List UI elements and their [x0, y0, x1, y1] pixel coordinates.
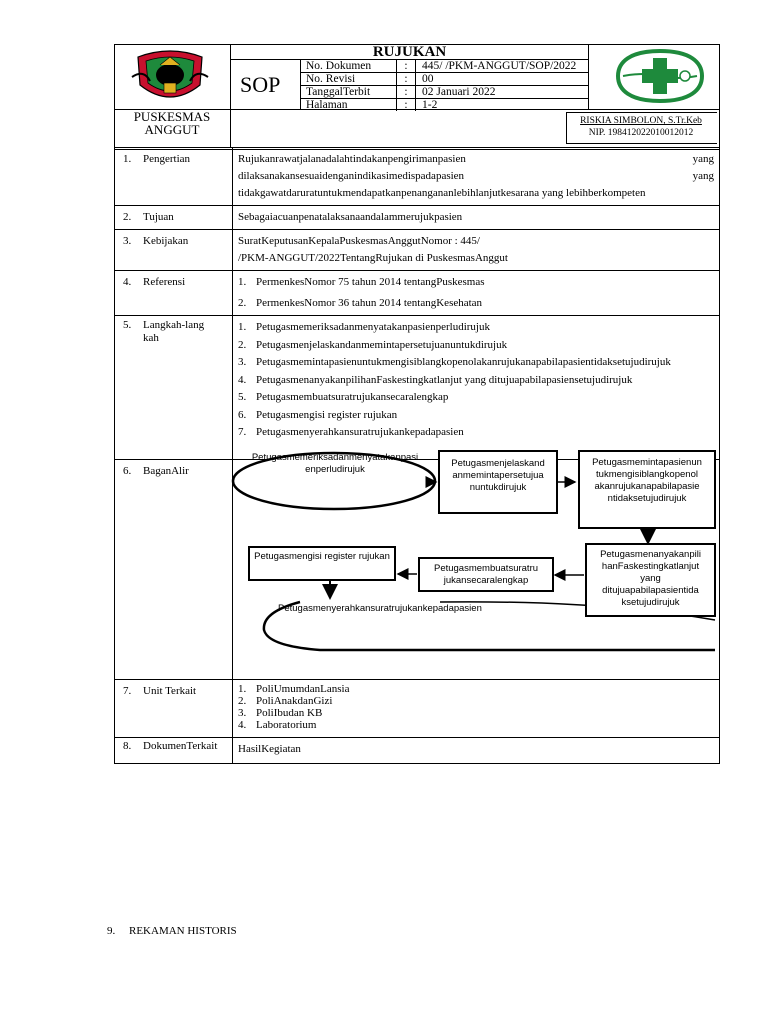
document-title: RUJUKAN: [372, 44, 447, 60]
meta-value: 02 Januari 2022: [422, 86, 496, 98]
section-number: 3.: [123, 235, 132, 247]
meta-label: No. Dokumen: [306, 60, 372, 72]
kebijakan-line: SuratKeputusanKepalaPuskesmasAnggutNomor : 445/: [238, 235, 480, 247]
section-label: Tujuan: [143, 211, 174, 223]
dokumen-terkait-text: HasilKegiatan: [233, 738, 720, 764]
list-item: 7. Petugasmenyerahkansuratrujukankepadapasien: [238, 426, 464, 438]
list-item: 6. Petugasmengisi register rujukan: [238, 408, 398, 421]
list-item: 4. Laboratorium: [238, 719, 317, 731]
list-item: 3. PoliIbudan KB: [238, 707, 323, 719]
flow-node-refusal-form: Petugasmemintapasienun tukmengisiblangkopenol akanrujukanapabilapasie ntidaksetujudirujuk: [578, 450, 716, 529]
meta-sep: :: [396, 73, 416, 85]
meta-sep: :: [396, 60, 416, 72]
flow-node-explain: Petugasmenjelaskand anmemintapersetujua nuntukdirujuk: [438, 450, 558, 514]
list-item: 1. PermenkesNomor 75 tahun 2014 tentangPuskesmas: [238, 276, 485, 288]
meta-value: 00: [422, 73, 434, 85]
flow-node-register: Petugasmengisi register rujukan: [248, 546, 396, 581]
flow-node-make-letter: Petugasmembuatsuratru jukansecaralengkap: [418, 557, 554, 592]
flow-node-start: Petugasmemeriksadanmenyatakanpasi enperludirujuk: [251, 452, 419, 475]
kebijakan-line: /PKM-ANGGUT/2022TentangRujukan di PuskesmasAnggut: [238, 252, 508, 264]
section-number: 4.: [123, 276, 132, 288]
meta-sep: :: [396, 86, 416, 98]
meta-label: Halaman: [306, 99, 348, 111]
section-number: 7.: [123, 685, 132, 697]
meta-label: No. Revisi: [306, 73, 356, 85]
list-item: 3. Petugasmemintapasienuntukmengisiblangkopenolakanrujukanapabilapasientidaksetujudirujuk: [238, 356, 671, 368]
list-item: 2. PermenkesNomor 36 tahun 2014 tentangKesehatan: [238, 297, 483, 309]
historical-record-heading: [107, 925, 237, 937]
list-item: 2. Petugasmenjelaskandanmemintapersetujuanuntukdirujuk: [238, 338, 508, 351]
signer-nip: NIP. 198412022010012012: [588, 128, 694, 138]
section-number: 8.: [123, 740, 132, 752]
section-label: Langkah-langkah: [143, 319, 205, 344]
flow-node-ask-faskes: Petugasmenanyakanpili hanFaskestingkatlanjut yang ditujuapabilapasientida ksetujudirujuk: [585, 543, 716, 617]
meta-value: 445/ /PKM-ANGGUT/SOP/2022: [422, 60, 577, 72]
section-number: 9.: [107, 925, 116, 937]
meta-value: 1-2: [422, 99, 438, 111]
section-label: DokumenTerkait: [143, 740, 218, 752]
sop-label: SOP: [240, 72, 281, 97]
org-name: PUSKESMAS ANGGUT: [133, 109, 211, 137]
flow-node-end: Petugasmenyerahkansuratrujukankepadapasien: [278, 603, 482, 614]
section-number: 6.: [123, 465, 132, 477]
pengertian-line: dilaksanakansesuaidenganindikasimedispadapasien yang: [238, 170, 714, 182]
section-label: Kebijakan: [143, 235, 189, 247]
pengertian-line: Rujukanrawatjalanadalahtindakanpengirimanpasien yang: [238, 153, 714, 165]
section-label: BaganAlir: [143, 465, 189, 477]
section-label: Pengertian: [143, 153, 191, 165]
section-number: 1.: [123, 153, 132, 165]
section-number: 5.: [123, 319, 132, 331]
meta-label: TanggalTerbit: [306, 86, 371, 98]
list-item: 1. PoliUmumdanLansia: [238, 683, 350, 695]
meta-sep: :: [396, 99, 416, 111]
section-label: Unit Terkait: [143, 685, 197, 697]
list-item: 5. Petugasmembuatsuratrujukansecaralengkap: [238, 391, 449, 403]
list-item: 4. PetugasmenanyakanpilihanFaskestingkatlanjut yang ditujuapabilapasiensetujudirujuk: [238, 373, 633, 386]
tujuan-text: Sebagaiacuanpenatalaksanaandalammerujukpasien: [233, 206, 720, 230]
pengertian-line: tidakgawatdaruratuntukmendapatkanpenangananlebihlanjutkesarana yang lebihberkompeten: [238, 187, 646, 199]
list-item: 1. Petugasmemeriksadanmenyatakanpasienperludirujuk: [238, 321, 490, 333]
section-label: REKAMAN HISTORIS: [129, 925, 237, 937]
section-label: Referensi: [143, 276, 186, 288]
signer-name: RISKIA SIMBOLON, S.Tr.Keb: [580, 116, 702, 126]
section-number: 2.: [123, 211, 132, 223]
list-item: 2. PoliAnakdanGizi: [238, 695, 333, 707]
